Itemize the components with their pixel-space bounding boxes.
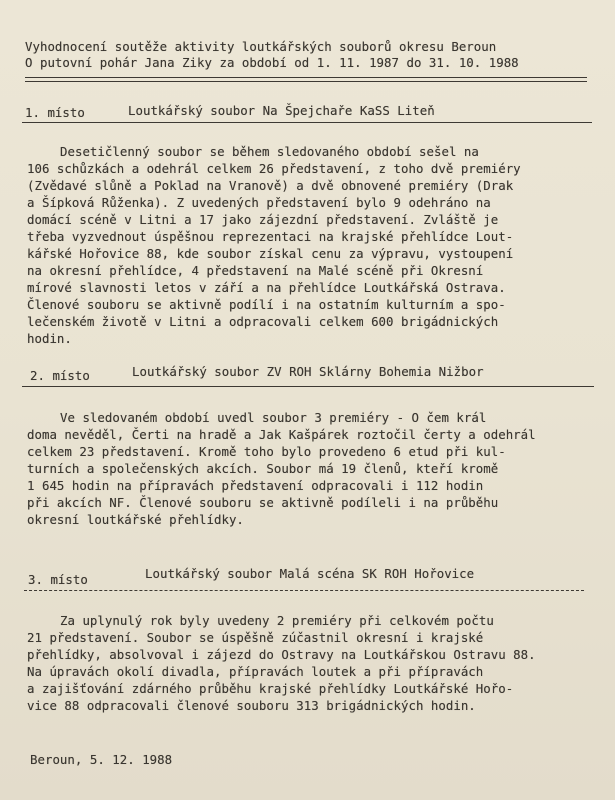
section-3-ensemble: Loutkářský soubor Malá scéna SK ROH Hořovice [145,566,475,581]
section-1-line: mírové slavnosti letos v září a na přehlídce Loutkářská Ostrava. [27,280,506,295]
section-3-line: a zajišťování zdárného průběhu krajské přehlídky Loutkářské Hořo- [27,681,514,696]
section-2-line: 1 645 hodin na přípravách představení odpracovali i 112 hodin [27,478,484,493]
section-1-line: a Šípková Růženka). Z uvedených představení bylo 9 odehráno na [27,195,491,210]
section-1-line: domácí scéně v Litni a 17 jako zájezdní představení. Zvláště je [27,212,499,227]
section-3-line: 21 představení. Soubor se úspěšně zúčastnil okresní i krajské [27,630,484,645]
section-2-line: při akcích NF. Členové souboru se aktivně podíleli i na průběhu [27,495,499,510]
section-1-line: 106 schůzkách a odehrál celkem 26 představení, z toho dvě premiéry [27,161,521,176]
section-1-line: Členové souboru se aktivně podílí i na ostatním kulturním a spo- [27,297,506,312]
section-2-place: 2. místo [30,368,90,383]
section-3-line: Na úpravách okolí divadla, přípravách loutek a při přípravách [27,664,484,679]
section-3-place: 3. místo [28,572,88,587]
section-1-underline [22,122,592,123]
section-3-line: vice 88 odpracovali členové souboru 313 brigádnických hodin. [27,698,476,713]
section-1-line: kářské Hořovice 88, kde soubor získal cenu za výpravu, vystoupení [27,246,514,261]
section-1-place: 1. místo [25,105,85,120]
section-1-line: (Zvědavé slůně a Poklad na Vranově) a dvě obnovené premiéry (Drak [27,178,514,193]
section-2-line: doma nevěděl, Čerti na hradě a Jak Kašpárek roztočil čerty a odehrál [27,427,536,442]
section-2-underline [22,386,594,387]
section-3-line: Za uplynulý rok byly uvedeny 2 premiéry při celkovém počtu [60,613,494,628]
section-2-line: turních a společenských akcích. Soubor má 19 členů, kteří kromě [27,461,499,476]
section-2-ensemble: Loutkářský soubor ZV ROH Sklárny Bohemia Nižbor [132,364,484,379]
section-1-ensemble: Loutkářský soubor Na Špejchaře KaSS Liteň [128,103,435,118]
header-rule-double [25,77,587,78]
place-and-date: Beroun, 5. 12. 1988 [30,752,173,767]
section-1-line: na okresní přehlídce, 4 představení na Malé scéně při Okresní [27,263,484,278]
section-1-line: lečenském životě v Litni a odpracovali celkem 600 brigádnických [27,314,499,329]
section-1-line: Desetičlenný soubor se během sledovaného období sešel na [60,144,479,159]
document-subtitle: O putovní pohár Jana Ziky za období od 1. 11. 1987 do 31. 10. 1988 [25,55,519,70]
section-3-line: přehlídky, absolvoval i zájezd do Ostravy na Loutkářskou Ostravu 88. [27,647,536,662]
section-2-line: okresní loutkářské přehlídky. [27,512,244,527]
section-1-line: hodin. [27,331,72,346]
section-3-underline [24,590,584,591]
section-1-line: třeba vyzvednout úspěšnou reprezentaci na krajské přehlídce Lout- [27,229,514,244]
section-2-line: celkem 23 představení. Kromě toho bylo provedeno 6 etud při kul- [27,444,506,459]
document-title: Vyhodnocení soutěže aktivity loutkářských souborů okresu Beroun [25,39,497,54]
section-2-line: Ve sledovaném období uvedl soubor 3 premiéry - O čem král [60,410,487,425]
header-rule-double [25,81,587,82]
